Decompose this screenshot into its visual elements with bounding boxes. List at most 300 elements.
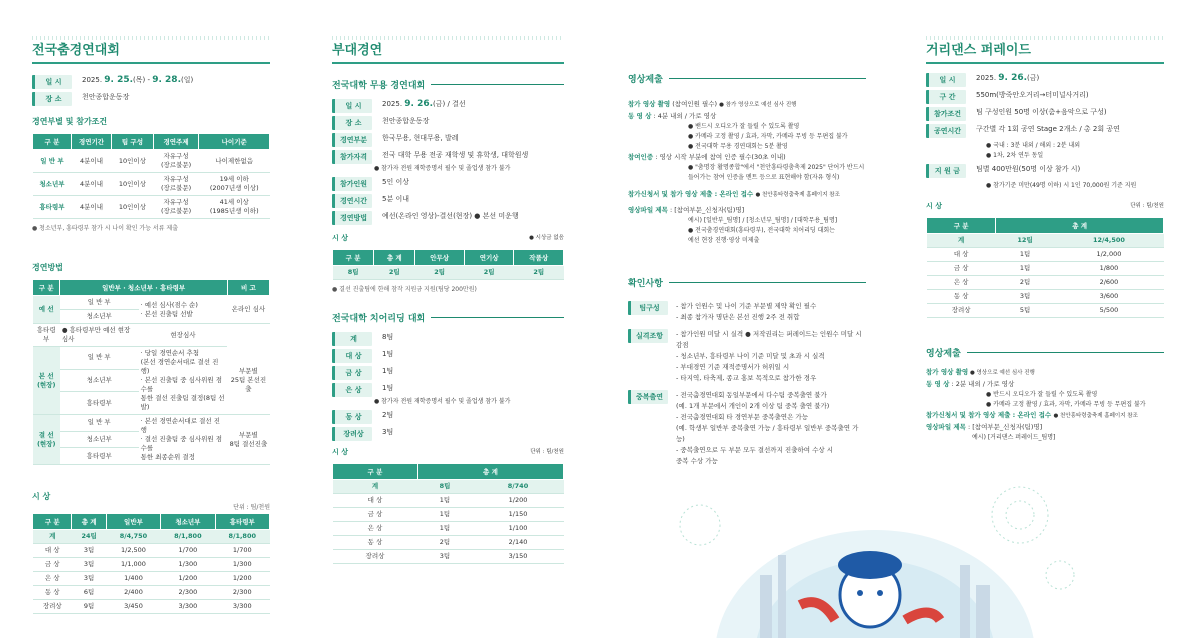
cell: 1팀: [996, 248, 1055, 262]
cell: 3/450: [106, 600, 160, 614]
info-tag: 참가조건: [926, 107, 966, 121]
cell: 1/700: [161, 544, 215, 558]
check-line: 중복 수상 가능: [676, 457, 718, 465]
text: : [참여부문_신청자(팀)명]: [965, 423, 1043, 431]
award-title: 시 상: [332, 448, 348, 456]
check-line: - 참가 인원수 및 나이 기준 부문별 제약 확인 필수: [676, 302, 817, 310]
cell: ● 흥타령부만 예선 현장 심사: [60, 324, 139, 347]
info-tag: 대 상: [332, 349, 372, 363]
date-text: (목) -: [133, 76, 153, 84]
table-row: [33, 600, 270, 614]
check-line: - 청소년부, 흥타령부 나이 기준 미달 및 초과 시 실격: [676, 352, 825, 360]
date-end: 9. 28.: [152, 75, 181, 85]
section-header: [926, 36, 1164, 64]
section-subtitle: 경연부별 및 참가조건: [32, 117, 108, 126]
info-value: 1팀: [382, 367, 394, 375]
cell: 청소년부: [60, 431, 139, 448]
cell: 1/300: [161, 558, 215, 572]
cell: 일 반 부: [60, 347, 139, 370]
cell: 1/1,000: [106, 558, 160, 572]
text: : 4분 내외 / 가로 영상: [651, 112, 717, 120]
info-value: 1팀: [382, 384, 394, 392]
cell: 1팀: [417, 508, 472, 522]
info-row: [332, 177, 564, 191]
info-tag: 일 시: [926, 73, 966, 87]
info-row: [926, 124, 1164, 138]
cell: · 당일 경연순서 추첨 (본선 경연순서대로 결선 진행) · 본선 진출팀 중 심사위원 점수를 통한 결선 진출팀 결정(8팀 선발): [139, 347, 228, 415]
info-value: 5인 이상: [382, 178, 409, 186]
cell: 3팀: [417, 550, 472, 564]
sub-line: ● 참가기준 미만(49명 이하) 시 1인 70,000원 기준 지원: [986, 182, 1137, 189]
conditions-table: [32, 133, 270, 219]
sub-line: 예선 현장 진행·영상 미제출: [688, 237, 760, 244]
cell: 자유구성 (장르불문): [153, 196, 199, 219]
cell: 청소년부: [33, 173, 72, 196]
cell: 12/4,500: [1054, 234, 1163, 248]
text: ● 천안흥타령춤축제 홈페이지 참조: [1053, 413, 1138, 419]
cell: 4분이내: [71, 173, 111, 196]
cell: 흥타령부: [60, 392, 139, 415]
cell: 12팀: [996, 234, 1055, 248]
cell: 4분이내: [71, 150, 111, 173]
parade-award-table: [926, 217, 1164, 318]
column-header: 비 고: [227, 280, 269, 296]
cell: 8/740: [473, 480, 564, 494]
cheer-award-table: [332, 463, 564, 564]
cell: 19세 이하 (2007년생 이상): [199, 173, 270, 196]
cell: 동 상: [33, 586, 72, 600]
method-table: [32, 279, 270, 465]
info-value: 550m(방죽안오거리→터미널사거리): [976, 91, 1089, 99]
column-header: 구 분: [333, 464, 418, 480]
text: : 영상 시작 부분에 참여 인증 필수(30초 이내): [653, 153, 786, 161]
check-line: - 참가인원 미달 시 실격 ● 저작권리는 퍼레이드는 인원수 미달 시 감점: [676, 330, 862, 349]
info-value: 예선(온라인 영상)-결선(현장) ● 본선 미운행: [382, 212, 519, 220]
check-line: (예. 학생부 일반부 중복출연 가능 / 흥타령부 일반부 중복출연 가능): [676, 424, 859, 443]
cell: 1/2,500: [106, 544, 160, 558]
column-header: 안무상: [415, 250, 465, 266]
cell: 부문별 25팀 본선진출: [227, 347, 269, 415]
sub-line: ● 전국대학 무용 경연대회는 5분 촬영: [688, 143, 788, 150]
info-value: 5분 이내: [382, 195, 409, 203]
cell: 동 상: [333, 536, 418, 550]
label: 동 영 상: [628, 112, 652, 120]
cell: 8/4,750: [106, 530, 160, 544]
cell: 금 상: [927, 262, 996, 276]
column-parade: [926, 0, 1164, 443]
award-title: 시 상: [926, 202, 942, 210]
video-line: [628, 111, 866, 122]
cell: 2/140: [473, 536, 564, 550]
cell: 온라인 심사: [227, 296, 269, 324]
cell: 1팀: [417, 494, 472, 508]
cell: 장려상: [927, 304, 996, 318]
cell: 2팀: [514, 266, 564, 280]
info-row: [332, 133, 564, 147]
text: (금) / 결선: [433, 100, 466, 108]
cell: 2/300: [215, 586, 269, 600]
award-title: 시 상: [332, 234, 348, 242]
info-value: 한국무용, 현대무용, 발레: [382, 134, 459, 142]
cell: 동 상: [927, 290, 996, 304]
column-header: 작품상: [514, 250, 564, 266]
info-tag: 일 시: [332, 99, 372, 113]
info-row: [332, 383, 564, 397]
sub-line: ● 국내 : 3분 내외 / 해외 : 2분 내외: [986, 142, 1081, 149]
column-header: 나이기준: [199, 134, 270, 150]
column-header: 총 계: [417, 464, 563, 480]
cell: 1/200: [473, 494, 564, 508]
cell: 8팀: [333, 266, 374, 280]
section-header: [32, 36, 270, 64]
check-line: - 타지역, 타축제, 종교 홍보 목적으로 참가한 경우: [676, 374, 817, 382]
sub-line: ● 참가자 전원 재학증명서 필수 및 졸업생 참가 불가: [374, 398, 511, 405]
column-header: 일반부: [106, 514, 160, 530]
place-value: 천안종합운동장: [82, 93, 130, 101]
table-row: [33, 586, 270, 600]
cell: 6팀: [72, 586, 106, 600]
cell: 8/1,800: [161, 530, 215, 544]
cell: 1/200: [161, 572, 215, 586]
cell: 8팀: [417, 480, 472, 494]
info-tag: 동 상: [332, 410, 372, 424]
sub-line: ● 밴드시 오디오가 잘 들릴 수 있도록 촬영: [688, 123, 800, 130]
cell: 일 반 부: [60, 296, 139, 310]
date-value: 9. 26.: [998, 73, 1028, 83]
sub-line: ● 카메라 고정 촬영 / 효과, 자막, 카메라 무빙 등 무편집 불가: [688, 133, 848, 140]
column-dance-contest: [32, 0, 270, 614]
unit-note: 단위 : 팀/천원: [530, 449, 564, 455]
check-line: - 전국춤경연대회 동일부문에서 다수팀 중복출연 불가: [676, 391, 827, 399]
label: 참가 영상 촬영: [628, 100, 671, 108]
info-value: [966, 73, 1039, 84]
label: 참여인증: [628, 153, 654, 161]
info-tag: 지 원 금: [926, 164, 966, 178]
label: 영상파일 제목: [628, 206, 668, 214]
cell: 8/1,800: [215, 530, 269, 544]
label: 동 영 상: [926, 380, 950, 388]
text: : [참여부문_신청자(팀)명]: [667, 206, 745, 214]
award-table: [32, 513, 270, 614]
cell: 5/500: [1054, 304, 1163, 318]
info-row: [926, 90, 1164, 104]
column-header: 구 분: [927, 218, 996, 234]
video-line: [628, 99, 866, 111]
cell: 1/100: [473, 522, 564, 536]
table-row: [33, 558, 270, 572]
cell: 청소년부: [60, 310, 139, 324]
info-tag: 경연부분: [332, 133, 372, 147]
info-tag: 경연방법: [332, 211, 372, 225]
info-row: [332, 211, 564, 225]
info-tag: 장 소: [332, 116, 372, 130]
unit-note: 단위 : 팀/천원: [233, 504, 270, 511]
page-title: 거리댄스 퍼레이드: [926, 43, 1031, 58]
page-title: 전국춤경연대회: [32, 43, 120, 58]
text: : 온라인 접수: [712, 190, 756, 198]
video-line: [926, 410, 1164, 422]
cell: 2/300: [161, 586, 215, 600]
cell: 자유구성 (장르불문): [153, 173, 199, 196]
label: 참가신청서 및 참가 영상 제출: [926, 411, 1011, 419]
sub-line: 들어가는 참여 인증을 멘트 등으로 표현해야 함(자유 형식): [688, 174, 840, 181]
date-tag: 일 시: [32, 75, 72, 89]
info-tag: 공연시간: [926, 124, 966, 138]
info-row: [332, 332, 564, 346]
cell: 계: [33, 530, 72, 544]
cell: 3/150: [473, 550, 564, 564]
cell: 일 반 부: [60, 415, 139, 432]
cell: 대 상: [927, 248, 996, 262]
section-subtitle: 경연방법: [32, 263, 63, 272]
page-title: 부대경연: [332, 43, 383, 58]
column-header: 흥타령부: [215, 514, 269, 530]
label: 참가 영상 촬영: [926, 368, 969, 376]
cell: 3팀: [996, 290, 1055, 304]
check-line: - 부대경연 기준 재적증명서가 허위일 시: [676, 363, 790, 371]
date-value: 9. 26.: [404, 99, 434, 109]
info-tag: 계: [332, 332, 372, 346]
cell: 1/300: [215, 558, 269, 572]
cell: 2팀: [996, 276, 1055, 290]
text: : 2분 내외 / 가로 영상: [949, 380, 1015, 388]
cell: 장려상: [33, 600, 72, 614]
cell: 2/400: [106, 586, 160, 600]
info-row: [332, 349, 564, 363]
info-tag: 참가자격: [332, 150, 372, 164]
cell: 3팀: [72, 558, 106, 572]
info-row: [332, 116, 564, 130]
cell: 계: [927, 234, 996, 248]
column-header: 구 분: [33, 280, 60, 296]
sub-line: ● 1차, 2차 연두 동일: [986, 152, 1044, 159]
info-row: [332, 150, 564, 164]
unit-note: ● 시상금 없음: [529, 235, 564, 241]
column-header: 경연기간: [71, 134, 111, 150]
cell: · 본선 경연순서대로 결선 진행 · 결선 진출팀 중 심사위원 점수를 통한 최종순위 결정: [139, 415, 228, 465]
table-row: [927, 234, 1164, 248]
info-row: [332, 194, 564, 208]
video-line: [926, 367, 1164, 379]
cell: 은 상: [333, 522, 418, 536]
cell: 1팀: [996, 262, 1055, 276]
cell: 9팀: [72, 600, 106, 614]
label: 참가신청서 및 참가 영상 제출: [628, 190, 713, 198]
cell: 41세 이상 (1985년생 이하): [199, 196, 270, 219]
video-line: [926, 379, 1164, 390]
table-row: [927, 262, 1164, 276]
cell: 부문별 8팀 결선진출: [227, 415, 269, 465]
row-header: 본 선 (현장): [33, 347, 60, 415]
column-side-contest: [332, 0, 564, 564]
cell: 10인이상: [112, 196, 154, 219]
info-row: [332, 427, 564, 441]
info-value: [372, 99, 466, 110]
column-header: 팀 구성: [112, 134, 154, 150]
column-video-check: [628, 0, 866, 470]
cell: 10인이상: [112, 173, 154, 196]
check-line: - 최종 참가자 명단은 본선 진행 2주 전 취합: [676, 313, 800, 321]
cell: 10인이상: [112, 150, 154, 173]
column-header: 구 분: [33, 514, 72, 530]
info-tag: 은 상: [332, 383, 372, 397]
video-line: [926, 422, 1164, 433]
info-row-place: [32, 92, 270, 106]
sub-line: ● 전국춤경연대회(흥타령부), 전국대학 치어리딩 대회는: [688, 227, 835, 234]
table-row: [927, 276, 1164, 290]
check-tag: 중복출연: [628, 390, 668, 404]
cell: 1/2,000: [1054, 248, 1163, 262]
cell: 청소년부: [60, 369, 139, 392]
column-header: 총 계: [72, 514, 106, 530]
date-start: 9. 25.: [104, 75, 134, 85]
table-row: [33, 544, 270, 558]
info-value: 8팀: [382, 333, 394, 341]
text: 2025.: [382, 100, 405, 108]
info-row: [926, 73, 1164, 87]
cell: 대 상: [333, 494, 418, 508]
cell: 2팀: [464, 266, 514, 280]
column-header: 연기상: [464, 250, 514, 266]
cell: 4분이내: [71, 196, 111, 219]
info-row: [332, 410, 564, 424]
cell: 자유구성 (장르불문): [153, 150, 199, 173]
video-line: [628, 205, 866, 216]
cell: 장려상: [333, 550, 418, 564]
info-row: [926, 164, 1164, 178]
info-value: 3팀: [382, 428, 394, 436]
text: ● 영상으로 예선 심사 진행: [968, 370, 1035, 376]
column-header: 총 계: [374, 250, 415, 266]
cell: 일 반 부: [33, 150, 72, 173]
cell: 1/150: [473, 508, 564, 522]
column-header: 구 분: [33, 134, 72, 150]
cell: 흥타령부: [33, 196, 72, 219]
cell: 2팀: [417, 536, 472, 550]
sub-line: ● 반드시 오디오가 잘 들릴 수 있도록 촬영: [986, 391, 1098, 398]
date-text: (일): [181, 76, 194, 84]
cell: 1/400: [106, 572, 160, 586]
check-tag: 팀구성: [628, 301, 668, 315]
cell: 3/600: [1054, 290, 1163, 304]
text: ● 천안흥타령춤축제 홈페이지 참조: [755, 192, 840, 198]
table-row: [333, 536, 564, 550]
info-row: [332, 99, 564, 113]
sub-line: ● "춤명장 활명종합"에서 "천안흥타령춤축제 2025" 단어가 반드시: [688, 164, 865, 171]
table-row: [33, 572, 270, 586]
label: 영상파일 제목: [926, 423, 966, 431]
video-line: [628, 189, 866, 201]
table-row: [333, 550, 564, 564]
table-row: [33, 530, 270, 544]
text: (금): [1027, 74, 1040, 82]
dance-award-table: [332, 249, 564, 280]
table-row: [927, 248, 1164, 262]
cell: 금 상: [333, 508, 418, 522]
table-row: [333, 522, 564, 536]
date-text: 2025.: [82, 76, 105, 84]
cell: 3/300: [215, 600, 269, 614]
table-row: [33, 196, 270, 219]
cell: 1/700: [215, 544, 269, 558]
cell: 3팀: [72, 544, 106, 558]
info-value: 팀별 400만원(50명 이상 참가 시): [976, 165, 1081, 173]
cell: 현장심사: [139, 324, 228, 347]
cell: 금 상: [33, 558, 72, 572]
cell: 1/800: [1054, 262, 1163, 276]
text: (참여인원 필수): [670, 100, 720, 108]
table-row: [333, 480, 564, 494]
cell: · 예선 심사(점수 순) · 본선 진출팀 선발: [139, 296, 228, 324]
table-row: [33, 150, 270, 173]
text: ● 참가 영상으로 예선 심사 진행: [719, 102, 797, 108]
cell: 나이제한없음: [199, 150, 270, 173]
section-line-title: 전국대학 무용 경연대회: [332, 78, 564, 91]
video-line: [628, 152, 866, 163]
table-row: [333, 494, 564, 508]
column-header: 총 계: [996, 218, 1164, 234]
cell: 3팀: [72, 572, 106, 586]
table-row: [927, 290, 1164, 304]
check-line: - 전국춤경연대회 타 경연부문 중복출연은 가능: [676, 413, 808, 421]
info-value: 1팀: [382, 350, 394, 358]
info-tag: 경연시간: [332, 194, 372, 208]
cell: 은 상: [927, 276, 996, 290]
info-row: [926, 107, 1164, 121]
info-value: 2팀: [382, 411, 394, 419]
cell: 1/200: [215, 572, 269, 586]
info-tag: 참가인원: [332, 177, 372, 191]
section-header: [332, 36, 564, 64]
cell: 1팀: [417, 522, 472, 536]
column-header: 일반부 · 청소년부 · 흥타령부: [60, 280, 227, 296]
column-header: 구 분: [333, 250, 374, 266]
cell: 5팀: [996, 304, 1055, 318]
sub-line: ● 카메라 고정 촬영 / 효과, 자막, 카메라 무빙 등 무편집 불가: [986, 401, 1146, 408]
check-line: (예. 1개 부문에서 개인이 2개 이상 팀 중복 출연 불가): [676, 402, 830, 410]
section-line-title: 영상제출: [628, 72, 866, 85]
unit-note: 단위 : 팀/천원: [1130, 203, 1164, 209]
sub-line: 예시) [일반부_팀명] / [청소년부_팀명] / [대학무용_팀명]: [688, 217, 838, 224]
table-row: [333, 508, 564, 522]
info-tag: 금 상: [332, 366, 372, 380]
check-line: - 중복출연으로 두 부문 모두 결선까지 진출하여 수상 시: [676, 446, 834, 454]
sub-line: ● 참가자 전원 재학증명서 필수 및 졸업생 참가 불가: [374, 165, 511, 172]
column-header: 경연주제: [153, 134, 199, 150]
row-header: 결 선 (현장): [33, 415, 60, 465]
cell: 흥타령부: [33, 324, 60, 347]
text: 2025.: [976, 74, 999, 82]
text: : 온라인 접수: [1010, 411, 1054, 419]
info-tag: 구 간: [926, 90, 966, 104]
cell: 계: [333, 480, 418, 494]
cell: 대 상: [33, 544, 72, 558]
table-note: ● 결선 진출팀에 한해 참작 지원금 지원(팀당 200만원): [332, 286, 477, 293]
cell: 2팀: [415, 266, 465, 280]
table-note: ● 청소년부, 흥타령부 참가 시 나이 확인 가능 서류 제출: [32, 225, 179, 232]
info-value: 천안종합운동장: [382, 117, 430, 125]
info-tag: 장려상: [332, 427, 372, 441]
info-value: 팀 구성인원 50명 이상(춤+음악으로 구성): [976, 108, 1107, 116]
info-row-date: [32, 75, 270, 89]
section-line-title: 전국대학 치어리딩 대회: [332, 311, 564, 324]
section-subtitle: 시 상: [32, 492, 51, 501]
cell: 흥타령부: [60, 448, 139, 465]
table-row: [33, 173, 270, 196]
cell: 24팀: [72, 530, 106, 544]
place-tag: 장 소: [32, 92, 72, 106]
info-row: [332, 366, 564, 380]
